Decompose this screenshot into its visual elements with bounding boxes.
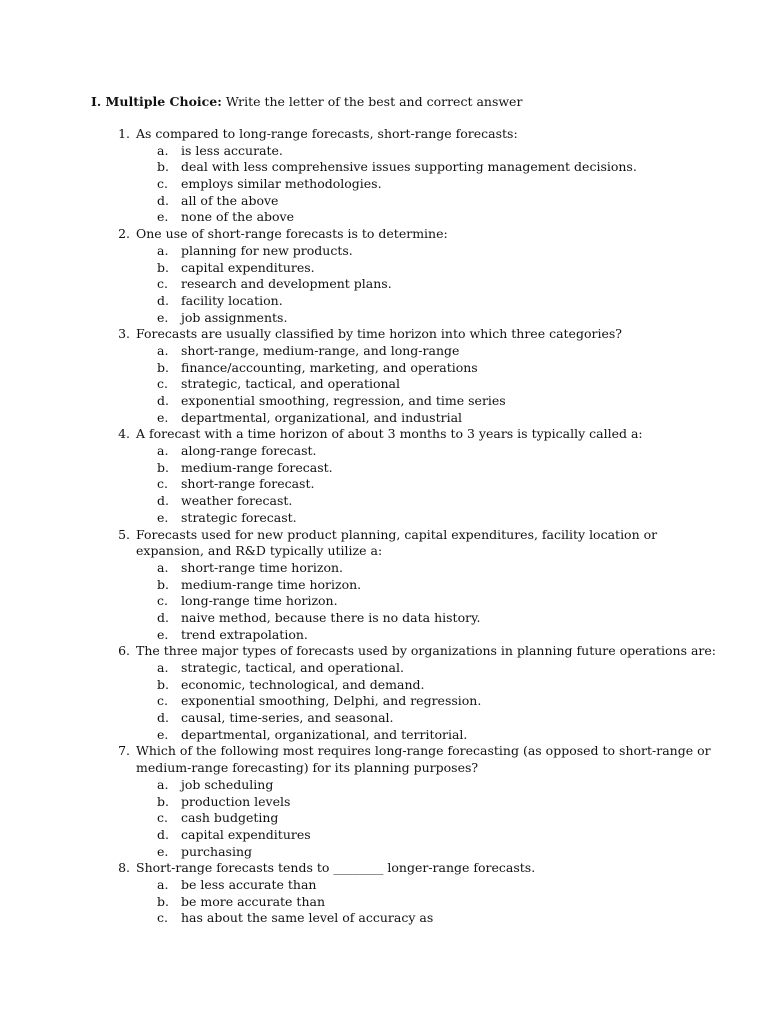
option-text: exponential smoothing, regression, and time series — [181, 393, 506, 408]
option-text: economic, technological, and demand. — [181, 676, 425, 692]
answer-option — [0, 827, 768, 844]
option-letter: a. — [157, 142, 169, 158]
option-letter: c. — [157, 593, 168, 609]
question-line — [0, 743, 768, 760]
option-letter: d. — [157, 192, 169, 208]
question-number: 7. — [118, 743, 130, 759]
answer-option — [0, 243, 768, 260]
option-text: research and development plans. — [181, 276, 392, 292]
question-item — [0, 126, 768, 226]
answer-option — [0, 143, 768, 160]
option-text: facility location. — [181, 292, 283, 308]
question-item — [0, 426, 768, 526]
option-text: strategic, tactical, and operational. — [181, 660, 404, 675]
question-list — [0, 126, 768, 927]
option-letter: e. — [157, 726, 169, 742]
option-letter: d. — [157, 710, 169, 726]
question-item — [0, 326, 768, 426]
option-letter: e. — [157, 409, 169, 425]
question-item — [0, 860, 768, 927]
option-letter: d. — [157, 493, 169, 509]
answer-option — [0, 910, 768, 927]
option-letter: b. — [157, 576, 169, 592]
answer-option — [0, 727, 768, 744]
option-text: naive method, because there is no data history. — [181, 609, 481, 625]
question-number: 8. — [118, 860, 130, 876]
option-text: causal, time-series, and seasonal. — [181, 710, 394, 726]
option-text: trend extrapolation. — [181, 626, 308, 642]
option-text: employs similar methodologies. — [181, 176, 382, 192]
option-letter: a. — [157, 876, 169, 892]
question-text: A forecast with a time horizon of about 3 months to 3 years is typically called a: — [136, 426, 643, 442]
option-letter: e. — [157, 843, 169, 859]
question-text: Forecasts are usually classified by time horizon into which three categories? — [136, 326, 622, 342]
answer-option — [0, 493, 768, 510]
answer-option — [0, 460, 768, 477]
question-line — [0, 860, 768, 877]
option-letter: a. — [157, 443, 169, 459]
option-letter: c. — [157, 910, 168, 926]
answer-option — [0, 260, 768, 277]
option-letter: b. — [157, 359, 169, 375]
option-text: short-range time horizon. — [181, 559, 343, 575]
option-letter: b. — [157, 893, 169, 909]
option-text: capital expenditures. — [181, 259, 315, 275]
question-text: Which of the following most requires long-range forecasting (as opposed to short-range or — [136, 743, 711, 759]
question-item — [0, 527, 768, 644]
option-text: strategic, tactical, and operational — [181, 376, 401, 392]
question-text: medium-range forecasting) for its planning purposes? — [136, 760, 479, 776]
option-letter: b. — [157, 259, 169, 275]
question-number: 1. — [118, 126, 130, 141]
answer-option — [0, 209, 768, 226]
answer-option — [0, 894, 768, 911]
option-text: is less accurate. — [181, 142, 283, 158]
question-line — [0, 760, 768, 777]
answer-option — [0, 610, 768, 627]
question-number: 2. — [118, 226, 130, 242]
question-line — [0, 226, 768, 243]
option-text: short-range forecast. — [181, 476, 315, 492]
option-text: weather forecast. — [181, 493, 293, 509]
option-letter: d. — [157, 826, 169, 842]
option-letter: c. — [157, 476, 168, 492]
option-text: medium-range forecast. — [181, 459, 333, 475]
option-text: medium-range time horizon. — [181, 576, 362, 592]
question-line — [0, 326, 768, 343]
option-text: cash budgeting — [181, 810, 279, 826]
answer-option — [0, 577, 768, 594]
option-text: along-range forecast. — [181, 443, 317, 459]
option-letter: e. — [157, 209, 169, 225]
answer-option — [0, 510, 768, 527]
answer-option — [0, 627, 768, 644]
option-text: be more accurate than — [181, 893, 326, 909]
section-heading — [91, 93, 522, 110]
option-text: purchasing — [181, 843, 252, 859]
question-line — [0, 643, 768, 660]
question-line — [0, 527, 768, 544]
option-letter: a. — [157, 776, 169, 792]
question-line — [0, 543, 768, 560]
answer-option — [0, 710, 768, 727]
answer-option — [0, 343, 768, 360]
question-line — [0, 426, 768, 443]
question-text: The three major types of forecasts used by organizations in planning future operations are: — [136, 643, 717, 659]
question-text: One use of short-range forecasts is to determine: — [136, 226, 448, 242]
option-text: job assignments. — [181, 309, 288, 325]
option-letter: e. — [157, 626, 169, 642]
option-letter: d. — [157, 609, 169, 625]
answer-option — [0, 677, 768, 694]
option-text: production levels — [181, 793, 291, 809]
option-letter: a. — [157, 559, 169, 575]
answer-option — [0, 593, 768, 610]
option-text: planning for new products. — [181, 242, 353, 258]
option-letter: b. — [157, 459, 169, 475]
option-text: exponential smoothing, Delphi, and regression. — [181, 693, 482, 709]
answer-option — [0, 693, 768, 710]
question-item — [0, 743, 768, 860]
answer-option — [0, 777, 768, 794]
answer-option — [0, 560, 768, 577]
question-item — [0, 643, 768, 743]
question-text: Short-range forecasts tends to ________ longer-range forecasts. — [136, 860, 536, 876]
answer-option — [0, 310, 768, 327]
question-text: Forecasts used for new product planning, capital expenditures, facility location or — [136, 526, 658, 542]
question-item — [0, 226, 768, 326]
option-letter: a. — [157, 342, 169, 358]
option-letter: c. — [157, 376, 168, 392]
question-number: 5. — [118, 526, 130, 542]
option-letter: d. — [157, 292, 169, 308]
option-letter: a. — [157, 660, 169, 675]
option-letter: c. — [157, 276, 168, 292]
option-text: departmental, organizational, and territorial. — [181, 726, 468, 742]
answer-option — [0, 293, 768, 310]
answer-option — [0, 376, 768, 393]
answer-option — [0, 276, 768, 293]
option-letter: c. — [157, 176, 168, 192]
option-text: none of the above — [181, 209, 295, 225]
question-line — [0, 126, 768, 143]
answer-option — [0, 476, 768, 493]
option-text: strategic forecast. — [181, 509, 297, 525]
answer-option — [0, 393, 768, 410]
answer-option — [0, 660, 768, 677]
answer-option — [0, 877, 768, 894]
option-letter: e. — [157, 509, 169, 525]
question-text: As compared to long-range forecasts, short-range forecasts: — [136, 126, 518, 141]
option-text: has about the same level of accuracy as — [181, 910, 434, 926]
question-number: 3. — [118, 326, 130, 342]
option-text: short-range, medium-range, and long-range — [181, 342, 460, 358]
answer-option — [0, 443, 768, 460]
option-letter: e. — [157, 309, 169, 325]
option-letter: d. — [157, 393, 169, 408]
option-letter: a. — [157, 242, 169, 258]
option-letter: b. — [157, 676, 169, 692]
answer-option — [0, 410, 768, 427]
option-letter: b. — [157, 159, 169, 175]
answer-option — [0, 193, 768, 210]
answer-option — [0, 794, 768, 811]
answer-option — [0, 844, 768, 861]
option-letter: b. — [157, 793, 169, 809]
answer-option — [0, 360, 768, 377]
question-text: expansion, and R&D typically utilize a: — [136, 543, 383, 559]
question-number: 4. — [118, 426, 130, 442]
option-text: job scheduling — [181, 776, 274, 792]
option-text: long-range time horizon. — [181, 593, 338, 609]
question-number: 6. — [118, 643, 130, 659]
option-text: capital expenditures — [181, 826, 311, 842]
answer-option — [0, 176, 768, 193]
answer-option — [0, 159, 768, 176]
section-instruction: Write the letter of the best and correct answer — [225, 94, 523, 109]
option-letter: c. — [157, 810, 168, 826]
option-text: departmental, organizational, and industrial — [181, 409, 463, 425]
option-text: deal with less comprehensive issues supporting management decisions. — [181, 159, 637, 175]
option-text: finance/accounting, marketing, and operations — [181, 359, 478, 375]
answer-option — [0, 810, 768, 827]
option-text: be less accurate than — [181, 876, 317, 892]
option-letter: c. — [157, 693, 168, 709]
section-label: I. Multiple Choice: — [91, 94, 222, 109]
option-text: all of the above — [181, 192, 279, 208]
